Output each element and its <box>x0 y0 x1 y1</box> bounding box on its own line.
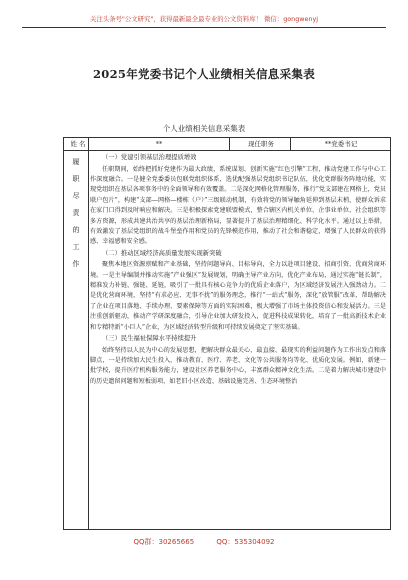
table-header-row <box>64 138 390 151</box>
section-paragraph-1: 任职期间，始终把抓好党建作为最大政绩，系统谋划、创新实施“红色引擎”工程，推动党建工作与中心工作深度融合。一是健全党委委员包联党组织体系，选优配强基层党组织书记队伍，优化党群服务阵地功能，实现党组织在基层各项事务中的全面领导和有效覆盖。二是深化网格化管理服务，推行“党支部建在网格上，党员联户包片”，构建“支部—网格—楼栋（户）”三级联动机制，有效将党的领导触角延伸到基层末梢，使群众诉求在家门口得到及时响应和解决。三是积极探索党建联盟模式，整合辖区内机关单位、企事业单位、社会组织等多方资源，形成共建共治共享的基层治理新格局，显著提升了基层治理精细化、科学化水平。通过以上举措，有效激发了基层党组织的战斗堡垒作用和党员的先锋模范作用，推动了社会和谐稳定，增强了人民群众的获得感、幸福感和安全感。 <box>90 165 386 246</box>
name-label: 姓 名 <box>70 140 86 148</box>
section-paragraph-2: 聚焦本地区资源禀赋和产业基础，坚持问题导向、目标导向，全力以赴项目建设、招商引资、优商营商环境。一是主导编制并推动实施“产业强区”发展规划，明确主导产业方向，优化产业布局，通过实施“链长制”，精准发力补链、强链、延链，吸引了一批具有核心竞争力的优质企业落户，为区域经济发展注入强劲动力。二是优化营商环境，坚持“有求必应、无事不扰”的服务理念，推行“一站式”服务，深化“放管服”改革，帮助解决了企业在项目落地、手续办理、要素保障等方面的实际困难，极大增强了市场主体投资信心和发展活力。三是注重创新驱动，推动产学研深度融合，引导企业加大研发投入，促进科技成果转化，培育了一批高新技术企业和专精特新“小巨人”企业，为区域经济转型升级和可持续发展奠定了坚实基础。 <box>90 261 386 331</box>
header-divider <box>22 27 386 28</box>
name-value: ** <box>155 140 163 148</box>
side-column-divider <box>88 138 89 529</box>
side-label: 履 职 尽 责 的 工 作 <box>72 158 80 268</box>
section-paragraph-3: 始终坚持以人民为中心的发展思想，把解决群众最关心、最直接、最现实的利益问题作为工作出发点和落脚点，一是持续加大民生投入，推动教育、医疗、养老、文化等公共服务均等化、优质化发展。例如，新建一批学校，提升医疗机构服务能力，建设社区养老服务中心，丰富群众精神文化生活。二是着力解决城市建设中的历史遗留问题和短板弱项，如老旧小区改造、基础设施完善、生态环境整治 <box>90 346 386 385</box>
section-heading-3: （三）民生福祉保障水平持续提升 <box>102 335 197 343</box>
section-heading-2: （二）推动区域经济高质量发展实现新突破 <box>102 249 222 257</box>
performance-content <box>90 152 386 387</box>
table-title: 个人业绩相关信息采集表 <box>162 124 246 133</box>
section-heading-1: （一）党建引领基层治理提质增效 <box>102 154 197 161</box>
document-title: 2025年党委书记个人业绩相关信息采集表 <box>92 67 315 81</box>
position-label: 现任职务 <box>248 140 274 148</box>
info-table <box>63 137 391 530</box>
footer <box>0 537 408 547</box>
footer-qq: QQ：535304092 <box>216 538 275 546</box>
position-value: **党委书记 <box>324 140 358 148</box>
footer-qq-group: QQ群：30265665 <box>133 538 195 546</box>
cell-divider <box>229 138 230 150</box>
header-banner: 关注头条号"公文研究"，获得最新最全最专业的公文资料库！ 微信：gongwenyj <box>89 15 319 23</box>
cell-divider <box>290 138 291 150</box>
